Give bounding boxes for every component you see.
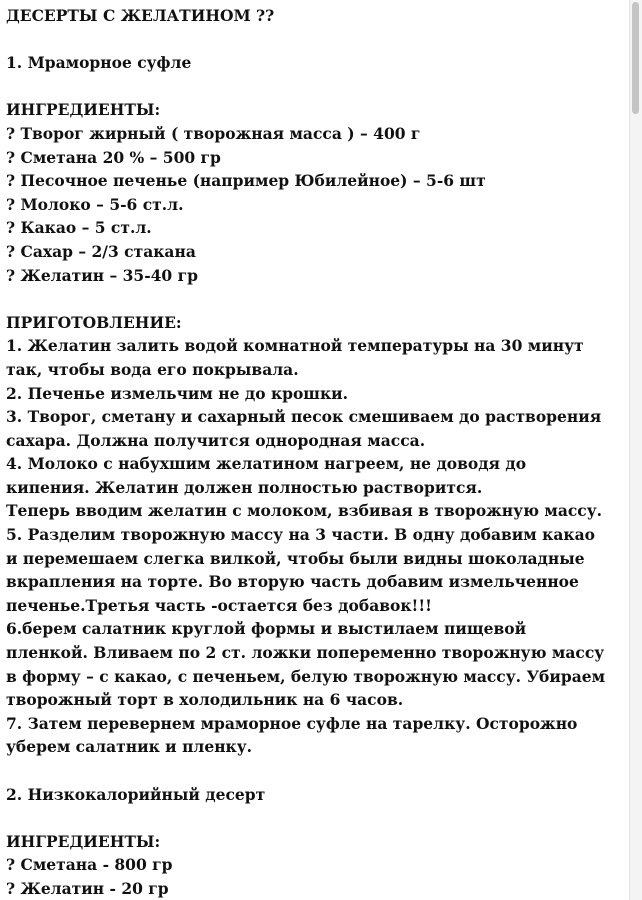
ingredient-item: ? Желатин - 20 гр [6,878,169,898]
ingredients-header: ИНГРЕДИЕНТЫ: [6,831,161,851]
preparation-line: 5. Разделим творожную массу на 3 части. В одну добавим какао [6,525,595,545]
spacer [6,806,621,830]
ingredient-item: ? Сахар – 2/3 стакана [6,241,196,261]
ingredient-item: ? Песочное печенье (например Юбилейное) – 5-6 шт [6,171,486,191]
preparation-line: в форму – с какао, с печеньем, белую творожную массу. Убираем [6,666,606,686]
recipe-1 [6,51,621,782]
preparation-line: и перемешаем слегка вилкой, чтобы были видны шоколадные [6,548,585,568]
ingredient-item: ? Сметана 20 % – 500 гр [6,147,221,167]
ingredient-item: ? Какао – 5 ст.л. [6,218,152,238]
vertical-scrollbar[interactable] [629,0,642,900]
spacer [6,28,621,52]
recipe-2 [6,783,621,900]
preparation-line: 7. Затем перевернем мраморное суфле на тарелку. Осторожно [6,713,578,733]
spacer [6,759,621,783]
spacer [6,75,621,99]
ingredients-header: ИНГРЕДИЕНТЫ: [6,100,161,120]
preparation-header: ПРИГОТОВЛЕНИЕ: [6,312,182,332]
recipe-title: 2. Низкокалорийный десерт [6,784,266,804]
ingredient-item: ? Сметана - 800 гр [6,855,173,875]
preparation-line: уберем салатник и пленку. [6,737,253,757]
preparation-line: Теперь вводим желатин с молоком, взбивая в творожную массу. [6,501,603,521]
preparation-line: 4. Молоко с набухшим желатином нагреем, не доводя до [6,454,527,474]
ingredient-item: ? Молоко – 5-6 ст.л. [6,194,184,214]
preparation-line: 2. Печенье измельчим не до крошки. [6,383,349,403]
preparation-line: творожный торт в холодильник на 6 часов. [6,690,404,710]
spacer [6,287,621,311]
preparation-line: сахара. Должна получится однородная масса. [6,430,426,450]
ingredient-item: ? Творог жирный ( творожная масса ) – 400 г [6,123,421,143]
preparation-line: так, чтобы вода его покрывала. [6,359,299,379]
scrollbar-thumb[interactable] [632,2,639,114]
preparation-line: 1. Желатин залить водой комнатной температуры на 30 минут [6,336,584,356]
preparation-line: 6.берем салатник круглой формы и выстилаем пищевой [6,619,527,639]
page-title: ДЕСЕРТЫ С ЖЕЛАТИНОМ ?? [6,6,275,25]
preparation-line: 3. Творог, сметану и сахарный песок смешиваем до растворения [6,407,602,427]
document-body [6,4,621,900]
recipe-title: 1. Мраморное суфле [6,53,192,73]
preparation-line: кипения. Желатин должен полностью растворится. [6,477,483,497]
preparation-line: пленкой. Вливаем по 2 ст. ложки попеременно творожную массу [6,643,605,663]
preparation-line: вкрапления на торте. Во вторую часть добавим измельченное [6,572,579,592]
ingredient-item: ? Желатин – 35-40 гр [6,265,198,285]
preparation-line: печенье.Третья часть -остается без добавок!!! [6,595,432,615]
